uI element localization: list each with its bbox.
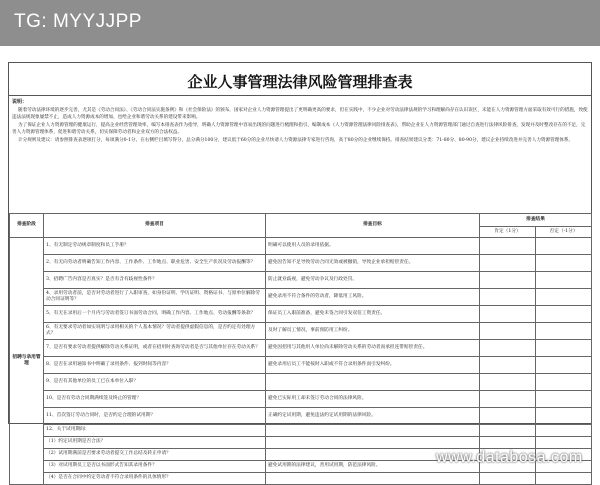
- explanation-paragraph: 计分规则及建议：请参照排查表逐项打分，每项满分0-1分，在右侧栏目填写得分，总分满分100分，建议低于60分的企业尽快请人力资源法律专家进行咨询，高于80分的企业继续保持。排查结果建议分类：71-80分、80-90分，建议企业持续改进并完善人力资源管理体系。: [18, 137, 574, 143]
- table-row: [10, 306, 592, 323]
- score-no-cell[interactable]: [536, 357, 592, 374]
- target-cell: [266, 425, 480, 437]
- score-no-cell[interactable]: [536, 289, 592, 306]
- header-no: 否定（-1分）: [536, 227, 592, 238]
- explanation-block: [12, 99, 588, 145]
- score-yes-cell[interactable]: [480, 323, 536, 340]
- header-result: 排查结果: [480, 214, 592, 227]
- table-row: [10, 408, 592, 425]
- table-row: [10, 255, 592, 272]
- target-cell: 避免录用后员工不能按时入职或不符合录用条件而引发纠纷。: [266, 357, 480, 374]
- table-row: [10, 437, 592, 449]
- target-cell: 正确约定试用期，避免违法约定试用期的法律风险。: [266, 408, 480, 425]
- item-cell: 1、有无制定劳动规章制度和员工手册？: [44, 238, 266, 255]
- target-cell: [266, 374, 480, 391]
- title-divider: [9, 95, 591, 96]
- score-no-cell[interactable]: [536, 374, 592, 391]
- item-cell: （4）是否在合同中约定劳动者不符合录用条件的具体情形？: [44, 473, 266, 485]
- score-no-cell[interactable]: [536, 391, 592, 408]
- document-title: 企业人事管理法律风险管理排查表: [187, 73, 413, 91]
- target-cell: 避免试用期的法律建议，善用试用期，防范法律风险。: [266, 461, 480, 473]
- score-no-cell[interactable]: [536, 408, 592, 425]
- item-cell: 5、有无在录用后一个月内与劳动者签订书面劳动合同，明确工作内容、工作地点、劳动报酬等条款？: [44, 306, 266, 323]
- item-cell: 3、招聘广告内容是否真实？是否有含有歧视性条件？: [44, 272, 266, 289]
- score-yes-cell[interactable]: [480, 289, 536, 306]
- score-yes-cell[interactable]: [480, 437, 536, 449]
- score-yes-cell[interactable]: [480, 255, 536, 272]
- header-yes: 肯定（1分）: [480, 227, 536, 238]
- score-yes-cell[interactable]: [480, 374, 536, 391]
- score-no-cell[interactable]: [536, 272, 592, 289]
- target-cell: 避免已实际用工却未签订劳动合同的法律风险。: [266, 391, 480, 408]
- target-cell: 防止就业歧视，避免劳动争议及行政处罚。: [266, 272, 480, 289]
- tag-bar: [0, 0, 600, 46]
- item-cell: 4、录用劳动者前，是否对劳动者进行了入职审查，如身份证明、学历证明、资格证书、与原单位解除劳动合同证明等？: [44, 289, 266, 306]
- explanation-paragraph: 为了保证企业人力资源管理的健康运行，提高企业经营管理效率，编写本排查表作为指导，明确人力资源管理中容易出现的问题进行梳理和指引，编制成本《人力资源管理法律风险排查表》，帮助企业在人力资源管理部门通过自查进行法律风险排查，发现并及时整改存在的不足，完善人力资源管理体系，促进和谐劳动关系，切实保障劳动者和企业双方的合法权益。: [12, 122, 586, 136]
- item-cell: 7、是否有要求劳动者提供解除劳动关系证明，或者在招用时查询劳动者是否与其他单位存在劳动关系？: [44, 340, 266, 357]
- target-cell: 避免因招用与其他用人单位尚未解除劳动关系的劳动者而承担连带赔偿责任。: [266, 340, 480, 357]
- score-yes-cell[interactable]: [480, 340, 536, 357]
- item-cell: 9、是否有其他单位的员工已在本单位入职？: [44, 374, 266, 391]
- item-cell: 11、首次签订劳动合同时，是否约定合理的试用期？: [44, 408, 266, 425]
- score-no-cell[interactable]: [536, 255, 592, 272]
- item-cell: 8、是否在录用通知书中明确了录用条件、报到时间等内容？: [44, 357, 266, 374]
- item-cell: 2、有无向劳动者明确告知工作内容、工作条件、工作地点、职业危害、安全生产状况及劳动报酬等？: [44, 255, 266, 272]
- watermark: www.databosa.com: [436, 449, 583, 466]
- target-cell: 保证员工入职前准备，避免未签合同引发双倍工资责任。: [266, 306, 480, 323]
- score-yes-cell[interactable]: [480, 306, 536, 323]
- target-cell: 及时了解员工情况，事前预防用工纠纷。: [266, 323, 480, 340]
- item-cell: （3）对试用期员工是否以书面形式告知其录用条件？: [44, 461, 266, 473]
- target-cell: [266, 473, 480, 485]
- table-row: [10, 425, 592, 437]
- score-yes-cell[interactable]: [480, 408, 536, 425]
- score-no-cell[interactable]: [536, 425, 592, 437]
- checklist-table: [9, 213, 592, 485]
- score-no-cell[interactable]: [536, 340, 592, 357]
- table-row: [10, 473, 592, 485]
- score-no-cell[interactable]: [536, 437, 592, 449]
- table-row: [10, 340, 592, 357]
- item-cell: 6、有无要求劳动者如实说明与录用相关的个人基本情况？劳动者提供虚假信息的，是否约定有处理方式？: [44, 323, 266, 340]
- score-no-cell[interactable]: [536, 473, 592, 485]
- table-row: [10, 272, 592, 289]
- table-row: [10, 323, 592, 340]
- target-cell: 避免因告知不足导致劳动合同无效或被撤销，导致企业承担赔偿责任。: [266, 255, 480, 272]
- header-target: 排查目标: [266, 214, 480, 238]
- target-cell: 明确可以使用人员的录用依据。: [266, 238, 480, 255]
- score-yes-cell[interactable]: [480, 238, 536, 255]
- item-cell: （1）约定试用期是否合法？: [44, 437, 266, 449]
- header-item: 排查项目: [44, 214, 266, 238]
- table-row: [10, 391, 592, 408]
- explanation-paragraph: 随着劳动法律环境的逐步完善，尤其是《劳动合同法》、《劳动合同法实施条例》和《社会保险法》的颁布，国家对企业人力资源管理提出了更明确更高的要求，但在实践中，不少企业对劳动法律法规的学习和理解尚存在认识误区，未能在人力资源管理方面采取有效可行的措施，致使违法法规现象屡禁不止，造成人力资源成本的增加，也给企业和谐劳动关系的建设带来影响。: [12, 107, 588, 121]
- score-yes-cell[interactable]: [480, 473, 536, 485]
- table-row: [10, 289, 592, 306]
- table-row: [10, 374, 592, 391]
- item-cell: 10、是否有劳动合同期满续签及终止的管理？: [44, 391, 266, 408]
- table-row: [10, 238, 592, 255]
- header-stage: 排查阶段: [10, 214, 44, 238]
- table-row: [10, 357, 592, 374]
- tag-label: TG: MYYJJPP: [14, 11, 142, 32]
- stage-cell: 招聘与录用管理: [10, 238, 44, 485]
- explanation-head: 说明：: [12, 99, 28, 105]
- score-no-cell[interactable]: [536, 323, 592, 340]
- score-yes-cell[interactable]: [480, 425, 536, 437]
- score-yes-cell[interactable]: [480, 391, 536, 408]
- item-cell: （2）试用期满前是否要求劳动者提交工作总结及转正申请？: [44, 449, 266, 461]
- score-yes-cell[interactable]: [480, 272, 536, 289]
- target-cell: [266, 437, 480, 449]
- item-cell: 12、关于试用期间：: [44, 425, 266, 437]
- score-no-cell[interactable]: [536, 238, 592, 255]
- target-cell: 避免录用不符合条件的劳动者，降低用工风险。: [266, 289, 480, 306]
- score-no-cell[interactable]: [536, 306, 592, 323]
- score-yes-cell[interactable]: [480, 357, 536, 374]
